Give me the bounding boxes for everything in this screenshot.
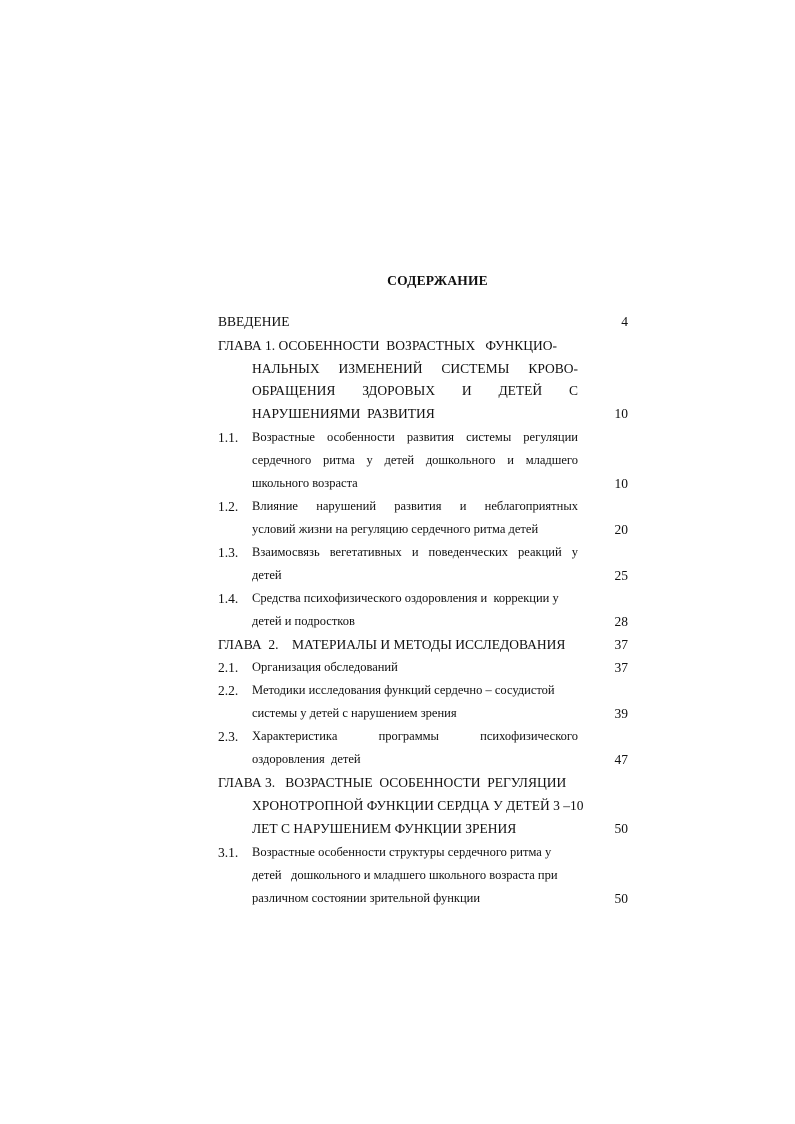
- toc-entry-text: Методики исследования функций сердечно – сосудистой: [252, 683, 555, 697]
- toc-word: СИСТЕМЫ: [441, 361, 510, 376]
- toc-entry-number: 2.1.: [218, 660, 239, 675]
- toc-entry-text: Влияние нарушений развития и неблагоприятных: [252, 499, 578, 513]
- toc-entry-number: 3.1.: [218, 845, 239, 860]
- toc-entry-page: 10: [614, 476, 628, 491]
- toc-entry-page: 37: [614, 660, 628, 675]
- toc-entry-page: 39: [614, 706, 628, 721]
- toc-entry-text: ВВЕДЕНИЕ: [218, 314, 290, 329]
- toc-entry-page: 37: [614, 637, 628, 652]
- toc-entry-number: 1.3.: [218, 545, 239, 560]
- toc-entry-text: Средства психофизического оздоровления и коррекции у: [252, 591, 559, 605]
- toc-entry-text: Возрастные особенности развития системы регуляции: [252, 430, 578, 444]
- toc-word: НАЛЬНЫХ: [252, 361, 320, 376]
- toc-entry-text: Организация обследований: [252, 660, 398, 674]
- page-title: СОДЕРЖАНИЕ: [387, 273, 488, 288]
- toc-entry-text: детей: [252, 568, 282, 582]
- toc-entry-text: Характеристика программы психофизического: [252, 729, 578, 743]
- toc-entry-text: [252, 382, 578, 399]
- toc-entry-page: 50: [614, 891, 628, 906]
- toc-word: ДЕТЕЙ: [498, 383, 543, 398]
- toc-entry-text: детей дошкольного и младшего школьного возраста при: [252, 868, 558, 882]
- toc-entry-text: [252, 360, 578, 377]
- toc-entry-text: ГЛАВА 3. ВОЗРАСТНЫЕ ОСОБЕННОСТИ РЕГУЛЯЦИИ: [218, 775, 567, 790]
- toc-entry-number: 1.2.: [218, 499, 239, 514]
- toc-entry-text: ГЛАВА 1. ОСОБЕННОСТИ ВОЗРАСТНЫХ ФУНКЦИО-: [218, 338, 558, 353]
- toc-word: И: [461, 383, 472, 398]
- toc-entry-text: школьного возраста: [252, 476, 358, 490]
- toc-entry-page: 4: [621, 314, 628, 329]
- toc-entry-page: 28: [614, 614, 628, 629]
- toc-entry-page: 47: [614, 752, 628, 767]
- toc-entry-text: ГЛАВА 2. МАТЕРИАЛЫ И МЕТОДЫ ИССЛЕДОВАНИЯ: [218, 637, 566, 652]
- toc-entry-text: Возрастные особенности структуры сердечного ритма у: [252, 845, 552, 859]
- toc-entry-text: ЛЕТ С НАРУШЕНИЕМ ФУНКЦИИ ЗРЕНИЯ: [252, 821, 517, 836]
- toc-word: ИЗМЕНЕНИЙ: [338, 361, 423, 376]
- toc-entry-text: ХРОНОТРОПНОЙ ФУНКЦИИ СЕРДЦА У ДЕТЕЙ 3 –10: [252, 798, 584, 813]
- toc-word: КРОВО-: [528, 361, 578, 376]
- toc-entry-number: 2.3.: [218, 729, 239, 744]
- toc-entry-text: различном состоянии зрительной функции: [252, 891, 481, 905]
- toc-entry-number: 2.2.: [218, 683, 239, 698]
- toc-entry-text: НАРУШЕНИЯМИ РАЗВИТИЯ: [252, 406, 435, 421]
- toc-entry-text: системы у детей с нарушением зрения: [252, 706, 457, 720]
- toc-entry-text: сердечного ритма у детей дошкольного и младшего: [252, 453, 578, 467]
- toc-entry-page: 20: [614, 522, 628, 537]
- toc-entry-page: 50: [614, 821, 628, 836]
- toc-word: ОБРАЩЕНИЯ: [252, 383, 336, 398]
- toc-entry-text: детей и подростков: [252, 614, 355, 628]
- toc-entry-text: условий жизни на регуляцию сердечного ритма детей: [252, 522, 539, 536]
- toc-entry-text: оздоровления детей: [252, 752, 361, 766]
- toc-entry-number: 1.4.: [218, 591, 239, 606]
- toc-entry-text: Взаимосвязь вегетативных и поведенческих реакций у: [252, 545, 578, 559]
- toc-word: С: [568, 383, 578, 398]
- toc-entry-page: 25: [614, 568, 628, 583]
- toc-entry-page: 10: [614, 406, 628, 421]
- toc-entry-number: 1.1.: [218, 430, 239, 445]
- toc-word: ЗДОРОВЫХ: [362, 383, 436, 398]
